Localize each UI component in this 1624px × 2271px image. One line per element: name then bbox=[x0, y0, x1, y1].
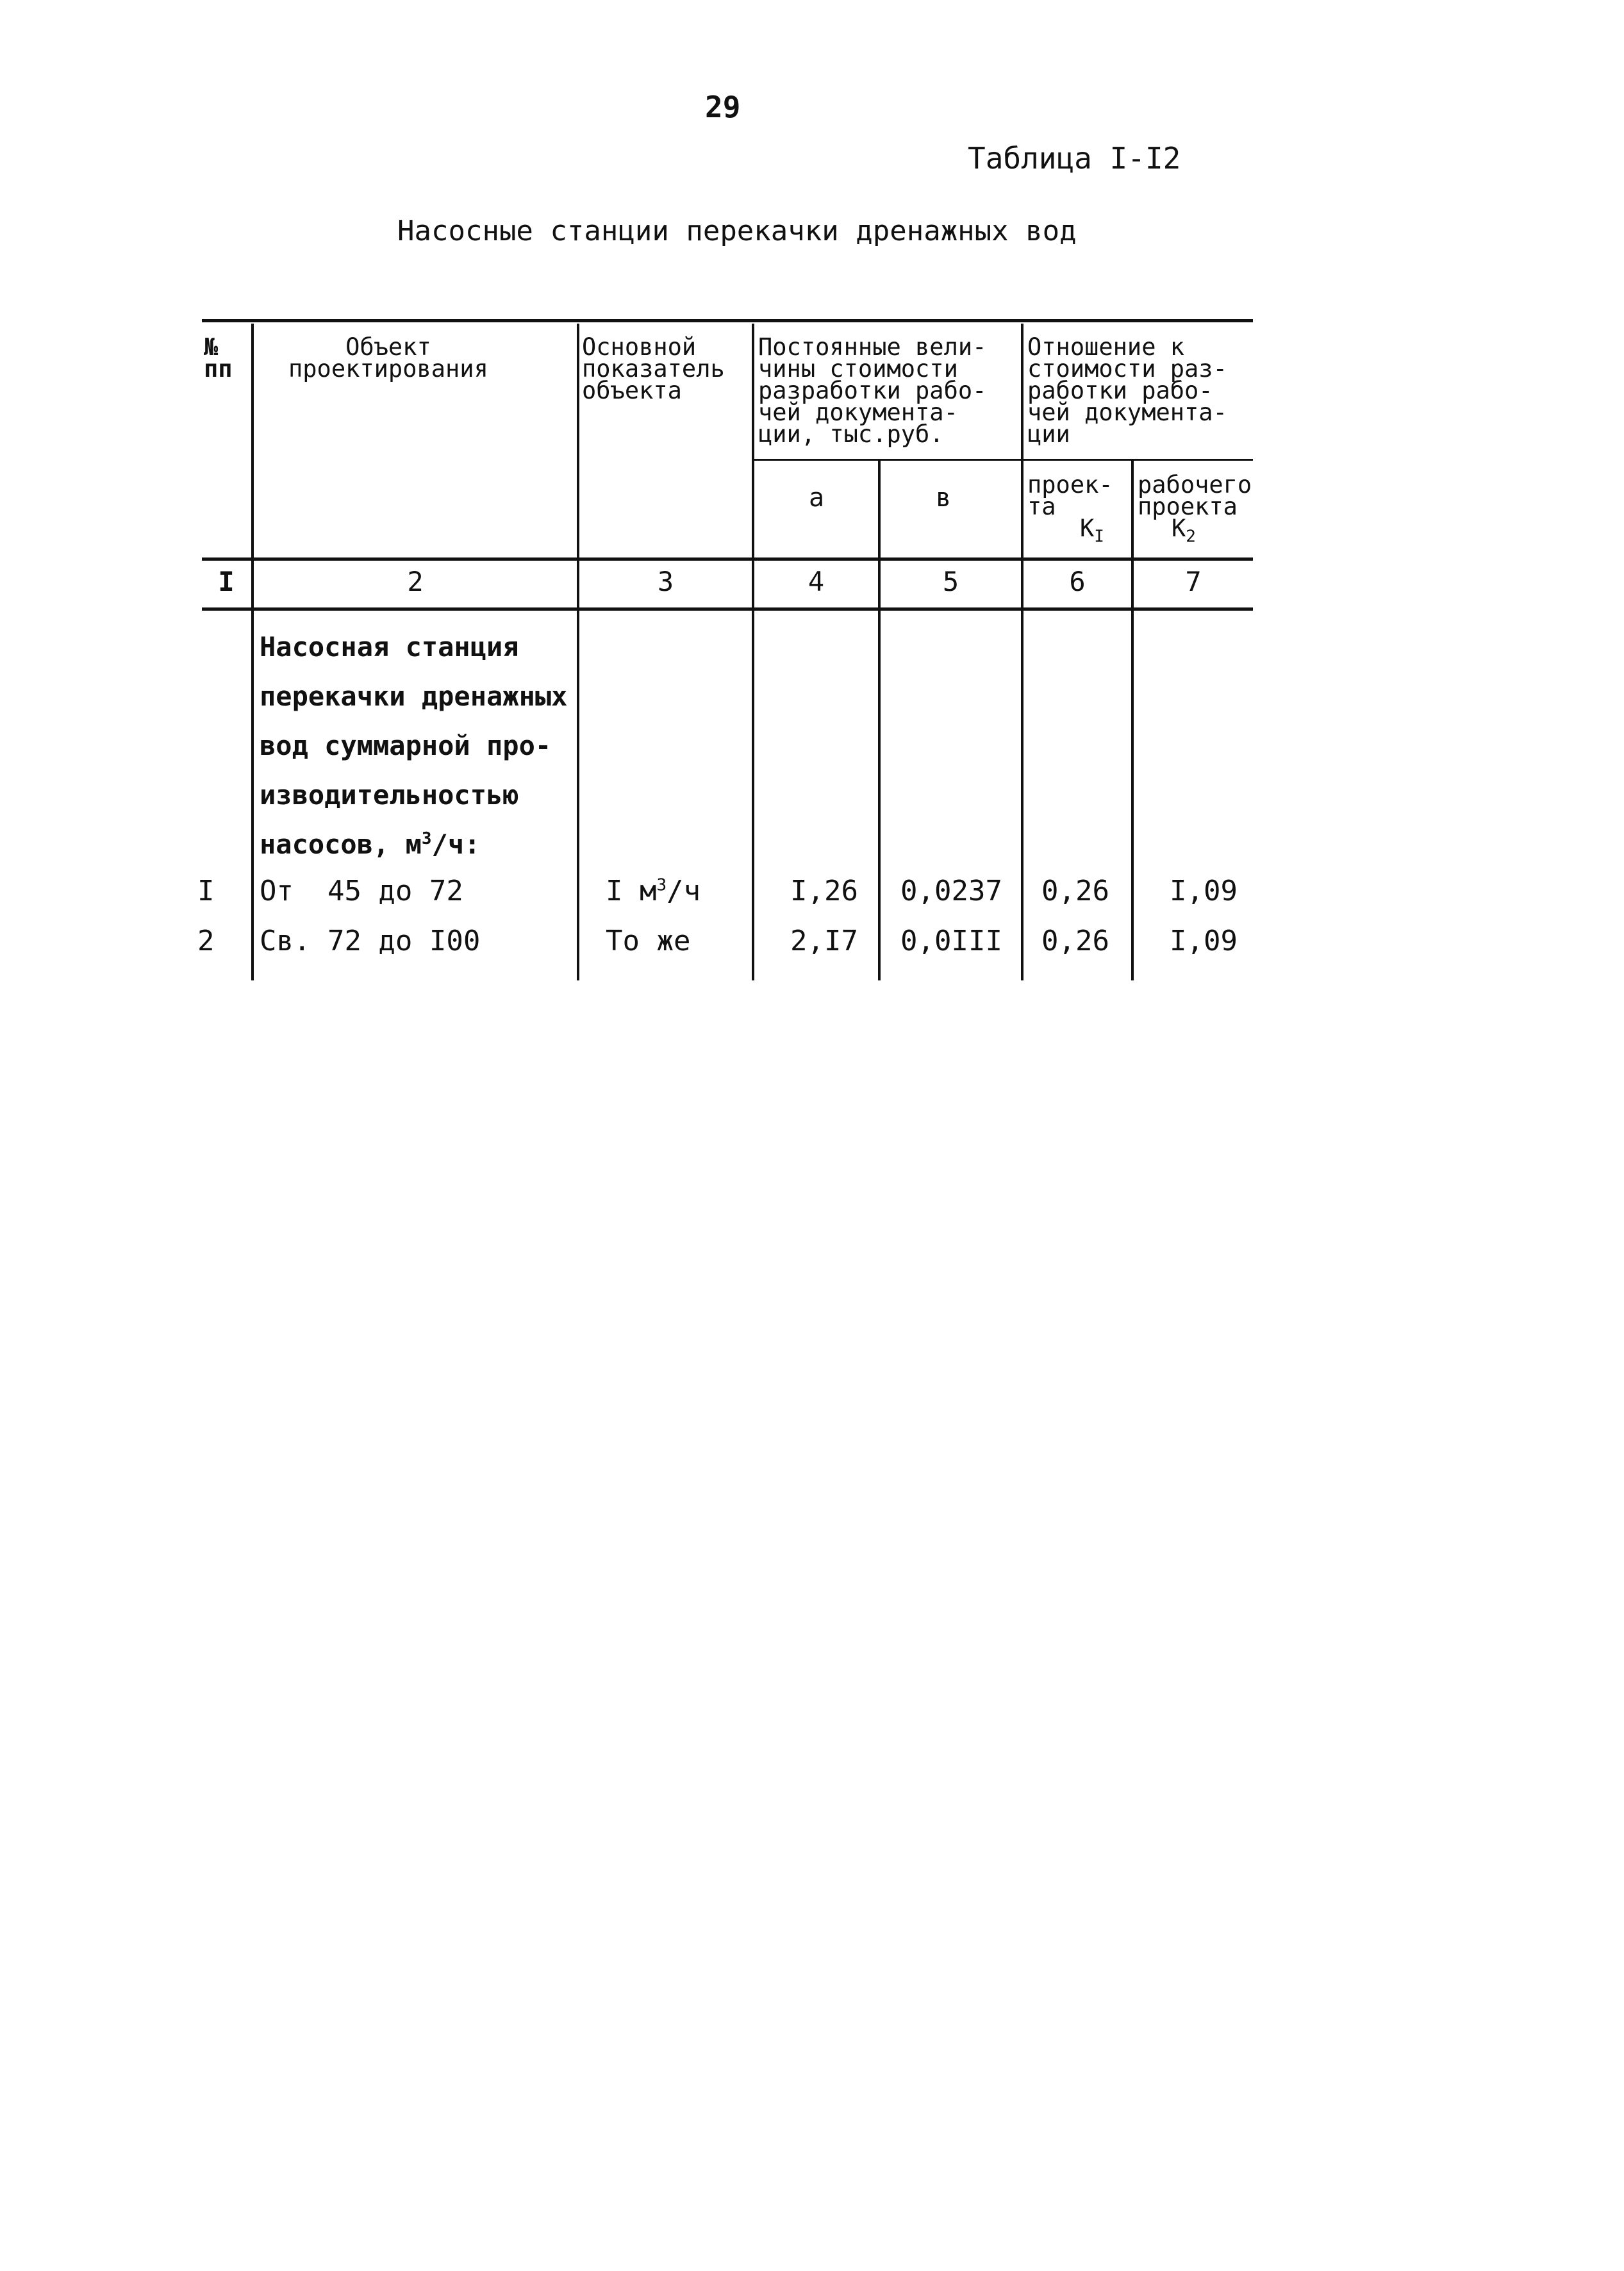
header-bottom-border bbox=[202, 557, 1253, 561]
group-title-line: вод суммарной про- bbox=[260, 730, 552, 761]
header-col-number: № пп bbox=[204, 333, 233, 383]
table-label: Таблица I-I2 bbox=[968, 141, 1181, 176]
column-number: 6 bbox=[1069, 566, 1086, 597]
row-value-k1: 0,26 bbox=[1041, 875, 1109, 907]
column-number: 4 bbox=[808, 566, 825, 597]
column-numbers-bottom-border bbox=[202, 607, 1253, 611]
column-number: 3 bbox=[657, 566, 674, 597]
document-title: Насосные станции перекачки дренажных вод bbox=[397, 215, 1077, 247]
group-title-line: Насосная станция bbox=[260, 631, 519, 663]
subheader-divider-constants bbox=[753, 459, 1022, 461]
row-value-k1: 0,26 bbox=[1041, 925, 1109, 957]
row-value-a: 2,I7 bbox=[790, 925, 858, 957]
group-title-line: перекачки дренажных bbox=[260, 681, 568, 712]
header-col-ratio: Отношение к стоимости раз- работки рабо- чей документа- ции bbox=[1027, 333, 1227, 448]
column-divider-4 bbox=[878, 459, 881, 980]
group-title-line: изводительностью bbox=[260, 779, 519, 811]
page-number: 29 bbox=[705, 90, 741, 124]
row-value-b: 0,0III bbox=[900, 925, 1002, 957]
row-object: Св. 72 до I00 bbox=[260, 925, 481, 957]
row-value-k2: I,09 bbox=[1170, 875, 1238, 907]
header-sub-a: а bbox=[809, 483, 825, 513]
row-indicator: То же bbox=[606, 925, 691, 957]
header-col-constants: Постоянные вели- чины стоимости разработки рабо- чей документа- ции, тыс.руб. bbox=[758, 333, 987, 448]
row-object: От 45 до 72 bbox=[260, 875, 463, 907]
subheader-divider-ratio bbox=[1022, 459, 1253, 461]
column-number: 7 bbox=[1185, 566, 1202, 597]
column-divider-1 bbox=[251, 324, 254, 980]
table-top-border bbox=[202, 319, 1253, 322]
column-divider-2 bbox=[577, 324, 579, 980]
column-number: I bbox=[218, 566, 235, 597]
header-col-indicator: Основной показатель объекта bbox=[582, 333, 725, 404]
column-divider-3 bbox=[752, 324, 754, 980]
column-number: 5 bbox=[942, 566, 959, 597]
header-sub-work-project: рабочего проекта bbox=[1138, 471, 1252, 520]
row-number: I bbox=[197, 875, 215, 907]
row-indicator: I $м^3/ч$ bbox=[606, 875, 701, 907]
row-number: 2 bbox=[197, 925, 215, 957]
column-divider-6 bbox=[1131, 459, 1134, 980]
column-number: 2 bbox=[407, 566, 424, 597]
header-sub-project: проек- та bbox=[1027, 471, 1113, 520]
group-title-line-unit: насосов, $м^3/ч$: bbox=[260, 829, 481, 860]
header-col-object: Объект проектирования bbox=[288, 333, 488, 383]
header-sub-project-coefficient: $K_I$ bbox=[1080, 515, 1104, 547]
column-divider-5 bbox=[1021, 324, 1023, 980]
row-value-a: I,26 bbox=[790, 875, 858, 907]
row-value-b: 0,0237 bbox=[900, 875, 1002, 907]
row-value-k2: I,09 bbox=[1170, 925, 1238, 957]
header-sub-work-project-coefficient: $K_2$ bbox=[1172, 515, 1196, 547]
header-sub-b: в bbox=[936, 483, 952, 513]
